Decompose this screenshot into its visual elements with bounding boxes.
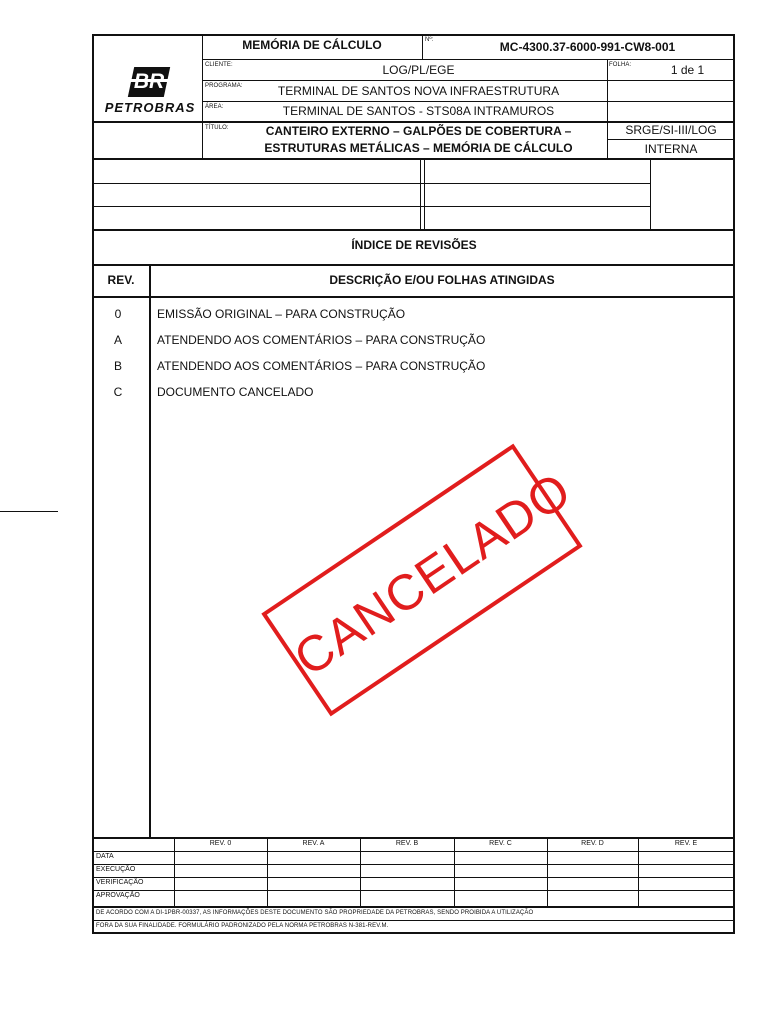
header-line-2: [202, 80, 735, 81]
approval-row-verificacao: VERIFICAÇÃO: [96, 879, 144, 886]
classificacao-value: INTERNA: [644, 142, 698, 156]
revisions-title-line: [93, 264, 735, 266]
col-rev-header: REV.: [107, 273, 135, 287]
titulo-line-1: CANTEIRO EXTERNO – GALPÕES DE COBERTURA –: [265, 124, 572, 138]
approval-col-header-4: REV. D: [581, 840, 604, 847]
document-frame: [92, 34, 735, 934]
footer-line-1: DE ACORDO COM A DI-1PBR-00337, AS INFORMAÇÕES DESTE DOCUMENTO SÃO PROPRIEDADE DA PETROBRAS, SENDO PROIBIDA A UTILIZAÇÃO: [96, 910, 534, 916]
header-line-5: [607, 139, 735, 140]
header-line-3: [202, 101, 735, 102]
approval-col-header-2: REV. B: [395, 840, 419, 847]
rev-row-3-rev: C: [113, 385, 123, 399]
rev-row-0-desc: EMISSÃO ORIGINAL – PARA CONSTRUÇÃO: [157, 307, 406, 321]
rev-row-1-rev: A: [113, 333, 122, 347]
cliente-label: CLIENTE:: [205, 62, 233, 68]
cancelado-stamp-text: CANCELADO: [284, 461, 581, 687]
area-label: ÁREA:: [205, 104, 224, 110]
grid-divider-middle-b: [424, 159, 425, 229]
approval-col-0: [174, 838, 175, 906]
logo-stripe: [128, 79, 171, 82]
header-line-1: [202, 59, 735, 60]
folha-value: 1 de 1: [670, 63, 705, 77]
titulo-label: TÍTULO:: [205, 125, 229, 131]
revisions-header-line: [93, 296, 735, 298]
footer-middle-line: [93, 920, 735, 921]
approval-col-header-3: REV. C: [489, 840, 512, 847]
rev-row-3-desc: DOCUMENTO CANCELADO: [157, 385, 314, 399]
grid-divider-middle-a: [420, 159, 421, 229]
folha-label: FOLHA:: [609, 62, 632, 68]
approval-col-header-0: REV. 0: [209, 840, 232, 847]
programa-label: PROGRAMA:: [205, 83, 243, 89]
grid-bottom-line: [93, 229, 735, 231]
approval-row-aprovacao: APROVAÇÃO: [96, 892, 140, 899]
approval-col-2: [360, 838, 361, 906]
cliente-value: LOG/PL/EGE: [382, 63, 455, 77]
rev-row-0-rev: 0: [114, 307, 122, 321]
approval-row-data: DATA: [96, 853, 114, 860]
petrobras-name: PETROBRAS: [104, 100, 196, 115]
programa-value: TERMINAL DE SANTOS NOVA INFRAESTRUTURA: [277, 84, 560, 98]
grid-divider-right: [650, 159, 651, 229]
footer-line-2: FORA DA SUA FINALIDADE. FORMULÁRIO PADRONIZADO PELA NORMA PETROBRAS N-381-REV.M.: [96, 923, 389, 929]
approval-col-header-5: REV. E: [674, 840, 698, 847]
grid-line-2: [93, 206, 650, 207]
approval-col-4: [547, 838, 548, 906]
approval-col-header-1: REV. A: [302, 840, 325, 847]
doc-type: MEMÓRIA DE CÁLCULO: [242, 38, 382, 52]
rev-row-1-desc: ATENDENDO AOS COMENTÁRIOS – PARA CONSTRUÇÃO: [157, 333, 486, 347]
rev-row-2-rev: B: [113, 359, 122, 373]
header-bottom-line: [93, 158, 735, 160]
approval-col-5: [638, 838, 639, 906]
approval-col-3: [454, 838, 455, 906]
grid-line-1: [93, 183, 650, 184]
titulo-line-2: ESTRUTURAS METÁLICAS – MEMÓRIA DE CÁLCULO: [264, 141, 573, 155]
area-value: TERMINAL DE SANTOS - STS08A INTRAMUROS: [282, 104, 555, 118]
col-desc-header: DESCRIÇÃO E/OU FOLHAS ATINGIDAS: [329, 273, 555, 287]
revisions-col-divider: [149, 265, 151, 837]
number-label: Nº:: [425, 37, 434, 43]
doc-number: MC-4300.37-6000-991-CW8-001: [499, 40, 676, 54]
rev-row-2-desc: ATENDENDO AOS COMENTÁRIOS – PARA CONSTRUÇÃO: [157, 359, 486, 373]
margin-mark-line: [0, 511, 58, 512]
approval-col-1: [267, 838, 268, 906]
header-divider-logo: [202, 35, 203, 158]
header-divider-number: [422, 35, 423, 59]
orgao-value: SRGE/SI-III/LOG: [625, 123, 717, 137]
revisions-title: ÍNDICE DE REVISÕES: [351, 238, 477, 252]
approval-row-execucao: EXECUÇÃO: [96, 866, 136, 873]
approval-bottom-line: [93, 906, 735, 908]
